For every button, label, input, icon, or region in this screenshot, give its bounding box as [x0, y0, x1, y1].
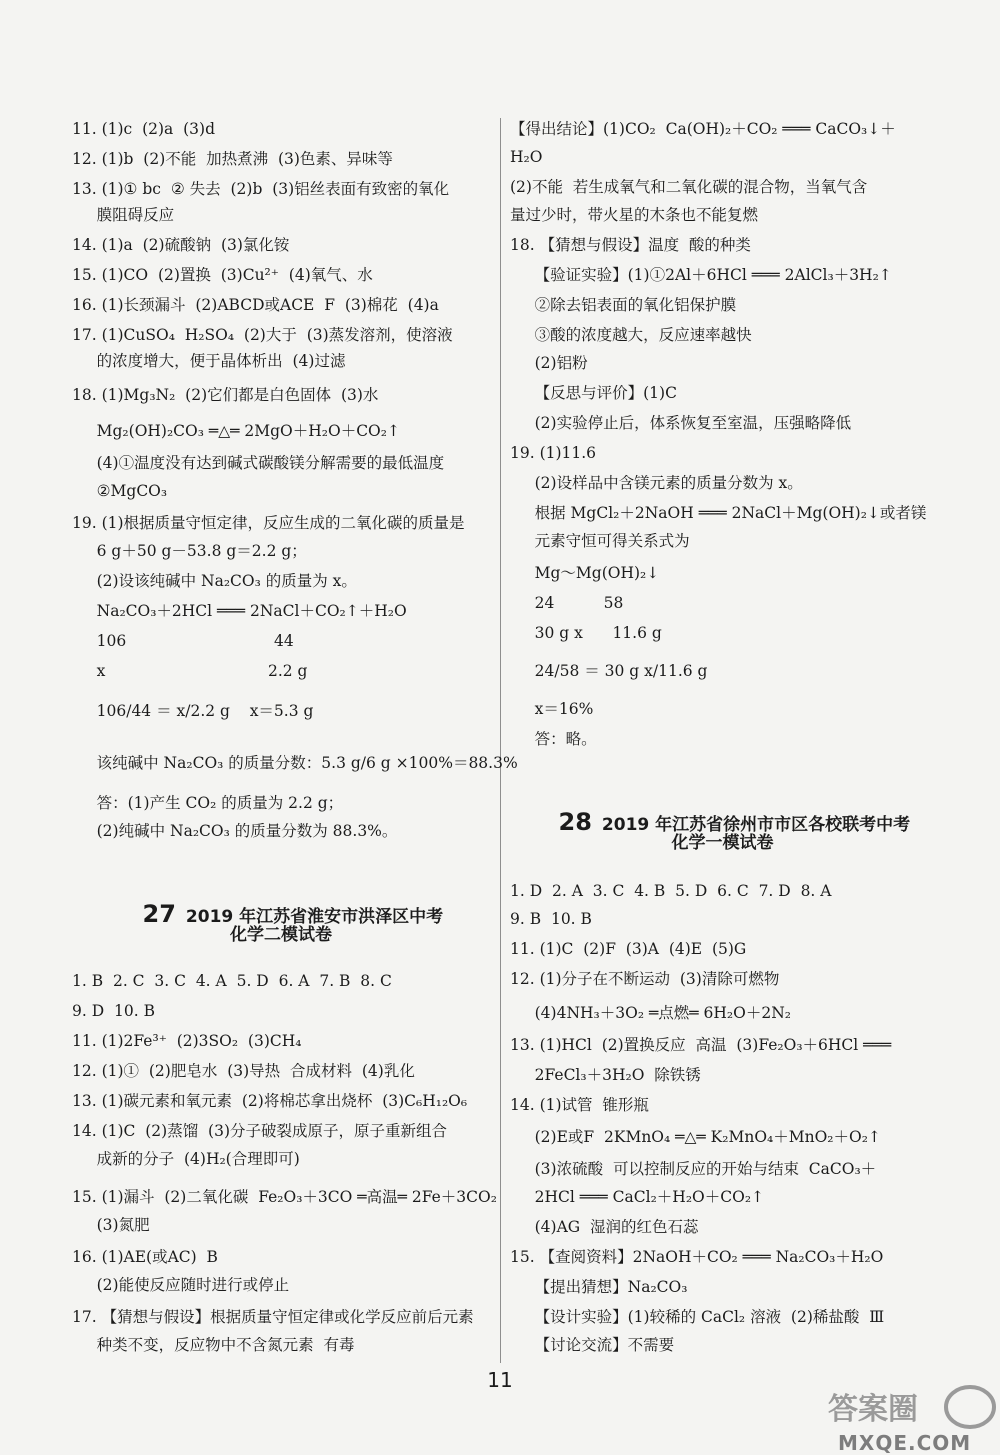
answer-line: 【反思与评价】(1)C	[510, 384, 677, 402]
answer-line: 19. (1)根据质量守恒定律，反应生成的二氧化碳的质量是	[72, 514, 465, 532]
section-28-number: 28	[558, 808, 592, 836]
answer-line: 【设计实验】(1)较稀的 CaCl₂ 溶液 (2)稀盐酸 Ⅲ	[510, 1308, 885, 1326]
answer-line: 【提出猜想】Na₂CO₃	[510, 1278, 688, 1296]
answer-line: (3)氮肥	[72, 1216, 150, 1234]
answer-line: ③酸的浓度越大，反应速率越快	[510, 326, 752, 344]
answer-line: 【验证实验】(1)①2Al＋6HCl ═══ 2AlCl₃＋3H₂↑	[510, 266, 892, 284]
answer-line: (2)铝粉	[510, 354, 588, 372]
answer-line: Mg～Mg(OH)₂↓	[510, 564, 660, 582]
answer-line: (2)设该纯碱中 Na₂CO₃ 的质量为 x。	[72, 572, 357, 590]
answer-line: 13. (1)HCl (2)置换反应 高温 (3)Fe₂O₃＋6HCl ═══	[510, 1036, 892, 1054]
answer-line: 【讨论交流】不需要	[510, 1336, 675, 1354]
answer-line: 2HCl ═══ CaCl₂＋H₂O＋CO₂↑	[510, 1188, 765, 1206]
answer-line: 16. (1)长颈漏斗 (2)ABCD或ACE F (3)棉花 (4)a	[72, 296, 439, 314]
answer-line: 量过少时，带火星的木条也不能复燃	[510, 206, 759, 224]
answer-line: 106/44 ＝ x/2.2 g x＝5.3 g	[72, 702, 314, 720]
answer-line: 15. 【查阅资料】2NaOH＋CO₂ ═══ Na₂CO₃＋H₂O	[510, 1248, 884, 1266]
answer-line: 9. D 10. B	[72, 1002, 155, 1020]
section-27-title-line1: 2019 年江苏省淮安市洪泽区中考	[185, 907, 444, 927]
section-27-number: 27	[142, 900, 176, 928]
answer-line: 12. (1)分子在不断运动 (3)清除可燃物	[510, 970, 780, 988]
answer-line: 根据 MgCl₂＋2NaOH ═══ 2NaCl＋Mg(OH)₂↓或者镁	[510, 504, 927, 522]
answer-line: 15. (1)漏斗 (2)二氧化碳 Fe₂O₃＋3CO ═高温═ 2Fe＋3CO₂	[72, 1188, 497, 1206]
answer-line: x 2.2 g	[72, 662, 308, 680]
answer-line: 30 g x 11.6 g	[510, 624, 662, 642]
answer-line: (2)不能 若生成氧气和二氧化碳的混合物，当氧气含	[510, 178, 868, 196]
answer-line: 14. (1)a (2)硫酸钠 (3)氯化铵	[72, 236, 290, 254]
answer-line: (2)能使反应随时进行或停止	[72, 1276, 290, 1294]
answer-line: 12. (1)b (2)不能 加热煮沸 (3)色素、异味等	[72, 150, 393, 168]
watermark-logo-text: 答案圈	[828, 1392, 918, 1427]
answer-line: 24/58 ＝ 30 g x/11.6 g	[510, 662, 708, 680]
page-number: 11	[487, 1368, 513, 1392]
section-27-title-line2: 化学二模试卷	[230, 925, 332, 945]
answer-line: (3)浓硫酸 可以控制反应的开始与结束 CaCO₃＋	[510, 1160, 877, 1178]
answer-line: 14. (1)C (2)蒸馏 (3)分子破裂成原子，原子重新组合	[72, 1122, 448, 1140]
answer-line: 19. (1)11.6	[510, 444, 597, 462]
answer-line: 13. (1)碳元素和氧元素 (2)将棉芯拿出烧杯 (3)C₆H₁₂O₆	[72, 1092, 468, 1110]
watermark-logo	[820, 1385, 1000, 1455]
answer-line: 24 58	[510, 594, 624, 612]
answer-line: 11. (1)C (2)F (3)A (4)E (5)G	[510, 940, 747, 958]
answer-line: H₂O	[510, 148, 543, 166]
answer-line: 【得出结论】(1)CO₂ Ca(OH)₂＋CO₂ ═══ CaCO₃↓＋	[510, 120, 896, 138]
answer-line: (4)①温度没有达到碱式碳酸镁分解需要的最低温度	[72, 454, 445, 472]
answer-line: 18. (1)Mg₃N₂ (2)它们都是白色固体 (3)水	[72, 386, 379, 404]
answer-line: 6 g＋50 g－53.8 g＝2.2 g；	[72, 542, 307, 560]
section-28-title-line1: 2019 年江苏省徐州市市区各校联考中考	[601, 815, 911, 835]
answer-line: (2)E或F 2KMnO₄ ═△═ K₂MnO₄＋MnO₂＋O₂↑	[510, 1128, 881, 1146]
answer-line: 12. (1)① (2)肥皂水 (3)导热 合成材料 (4)乳化	[72, 1062, 415, 1080]
answer-line: 种类不变，反应物中不含氮元素 有毒	[72, 1336, 355, 1354]
answer-line: 该纯碱中 Na₂CO₃ 的质量分数：5.3 g/6 g ×100%＝88.3%	[72, 754, 518, 772]
answer-line: 17. 【猜想与假设】根据质量守恒定律或化学反应前后元素	[72, 1308, 474, 1326]
answer-line: 16. (1)AE(或AC) B	[72, 1248, 218, 1266]
answer-line: ②MgCO₃	[72, 482, 168, 500]
answer-line: 膜阻碍反应	[72, 206, 175, 224]
answer-line: (4)4NH₃＋3O₂ ═点燃═ 6H₂O＋2N₂	[510, 1004, 791, 1022]
watermark-badge-icon	[820, 1385, 1000, 1435]
answer-line: 元素守恒可得关系式为	[510, 532, 690, 550]
answer-line: (4)AG 湿润的红色石蕊	[510, 1218, 699, 1236]
answer-line: 17. (1)CuSO₄ H₂SO₄ (2)大于 (3)蒸发溶剂，使溶液	[72, 326, 453, 344]
answer-line: x＝16%	[510, 700, 594, 718]
section-28-title-line2: 化学一模试卷	[671, 833, 774, 853]
answer-line: 15. (1)CO (2)置换 (3)Cu²⁺ (4)氧气、水	[72, 266, 373, 284]
answer-line: ②除去铝表面的氧化铝保护膜	[510, 296, 737, 314]
answer-line: 1. D 2. A 3. C 4. B 5. D 6. C 7. D 8. A	[510, 882, 832, 900]
column-divider	[500, 118, 501, 1363]
answer-line: 的浓度增大，便于晶体析出 (4)过滤	[72, 352, 346, 370]
answer-line: 成新的分子 (4)H₂(合理即可)	[72, 1150, 300, 1168]
answer-line: Na₂CO₃＋2HCl ═══ 2NaCl＋CO₂↑＋H₂O	[72, 602, 407, 620]
answer-line: 18. 【猜想与假设】温度 酸的种类	[510, 236, 751, 254]
answer-line: 2FeCl₃＋3H₂O 除铁锈	[510, 1066, 701, 1084]
answer-line: 答：(1)产生 CO₂ 的质量为 2.2 g；	[72, 794, 344, 812]
answer-line: 11. (1)c (2)a (3)d	[72, 120, 215, 138]
answer-line: 11. (1)2Fe³⁺ (2)3SO₂ (3)CH₄	[72, 1032, 302, 1050]
answer-line: (2)实验停止后，体系恢复至室温，压强略降低	[510, 414, 852, 432]
answer-line: (2)纯碱中 Na₂CO₃ 的质量分数为 88.3%。	[72, 822, 398, 840]
answer-line: 13. (1)① bc ② 失去 (2)b (3)铝丝表面有致密的氧化	[72, 180, 450, 198]
answer-line: (2)设样品中含镁元素的质量分数为 x。	[510, 474, 803, 492]
watermark-url: MXQE.COM	[838, 1431, 972, 1455]
answer-line: 9. B 10. B	[510, 910, 592, 928]
answer-line: 106 44	[72, 632, 294, 650]
answer-line: 14. (1)试管 锥形瓶	[510, 1096, 649, 1114]
answer-line: Mg₂(OH)₂CO₃ ═△═ 2MgO＋H₂O＋CO₂↑	[72, 422, 400, 440]
answer-line: 1. B 2. C 3. C 4. A 5. D 6. A 7. B 8. C	[72, 972, 392, 990]
answer-line: 答：略。	[510, 730, 597, 748]
